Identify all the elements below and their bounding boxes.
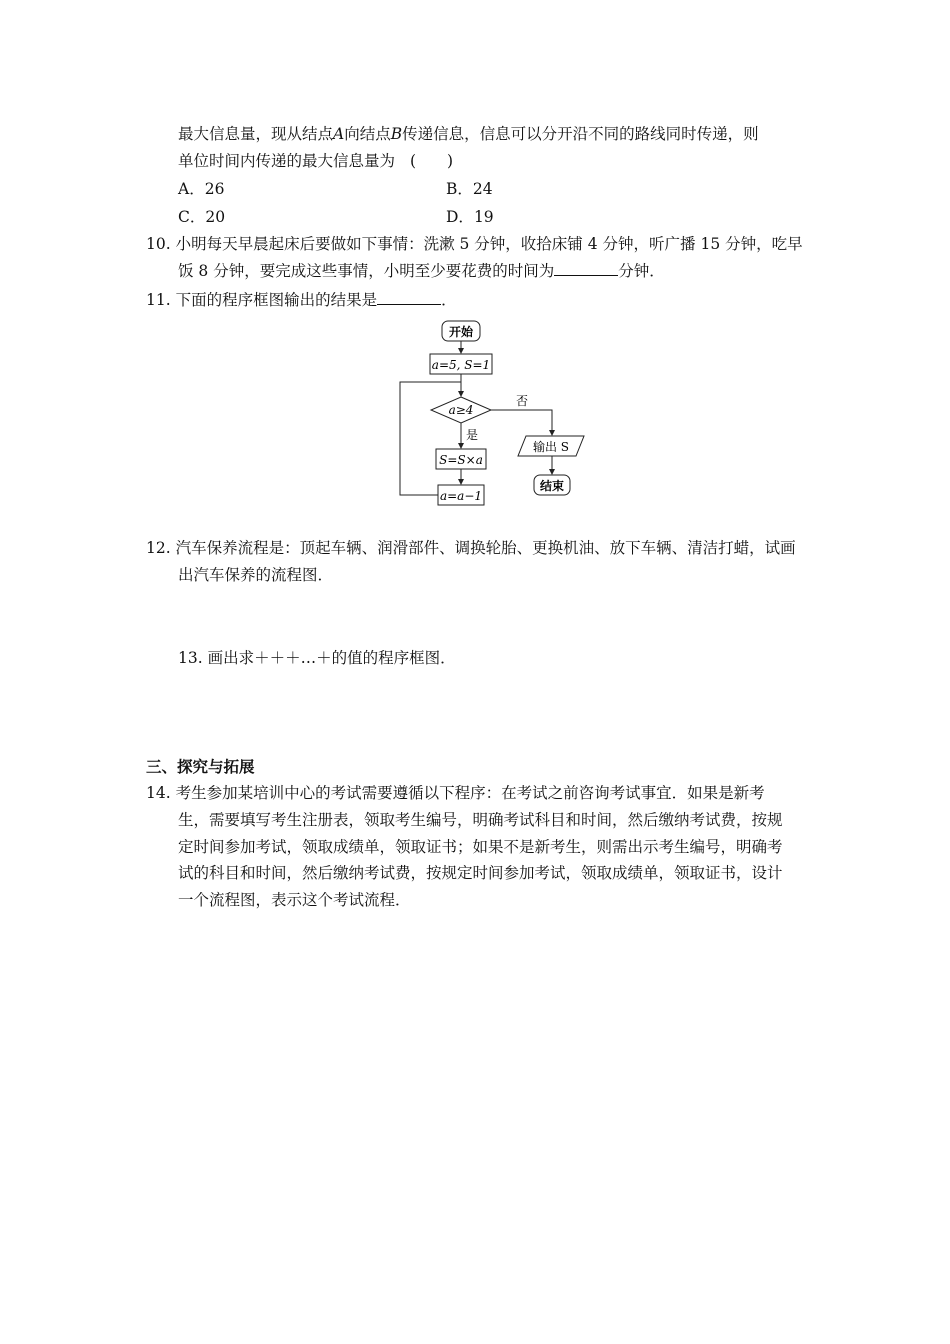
option-label: D． [446, 208, 474, 226]
q12-line-2 [178, 564, 333, 586]
option-value: 24 [472, 180, 493, 198]
q9-option-b [446, 178, 493, 200]
flow-yes-label: 是 [465, 428, 479, 442]
q10-text-1: 小明每天早晨起床后要做如下事情：洗漱 5 分钟，收拾床铺 4 分钟，听广播 15 分钟，吃早 [175, 235, 803, 253]
q11-line [146, 289, 457, 311]
q13-text: 画出求＋＋＋…＋的值的程序框图． [207, 649, 456, 667]
q9-text-a: 最大信息量，现从结点 [178, 125, 334, 143]
q14-number: 14. [146, 784, 171, 802]
q10-answer-blank [554, 261, 618, 276]
q9-option-c [178, 206, 225, 228]
q12-number: 12. [146, 539, 171, 557]
q10-number: 10. [146, 235, 171, 253]
q10-text-2: 饭 8 分钟，要完成这些事情，小明至少要花费的时间为 [178, 262, 555, 280]
flow-start-label: 开始 [448, 325, 474, 339]
q12-line-1 [146, 537, 796, 559]
flow-end-label: 结束 [539, 479, 565, 493]
q14-text-1: 考生参加某培训中心的考试需要遵循以下程序：在考试之前咨询考试事宜．如果是新考 [175, 784, 765, 802]
q9-answer-paren: ( ) [409, 152, 454, 170]
q11-text: 下面的程序框图输出的结果是 [175, 291, 378, 309]
q9-question-text: 单位时间内传递的最大信息量为 [178, 152, 396, 170]
q9-option-a [178, 178, 224, 200]
q10-line-1 [146, 233, 803, 255]
option-label: C． [178, 208, 206, 226]
flow-no-label: 否 [515, 394, 529, 408]
flow-loop-line [400, 382, 461, 495]
q9-text-c: 传递信息，信息可以分开沿不同的路线同时传递，则 [402, 125, 759, 143]
q14-line-4 [178, 862, 783, 884]
option-value: 20 [205, 208, 226, 226]
flow-output-label: 输出 S [532, 440, 570, 454]
q12-text-2: 出汽车保养的流程图． [178, 566, 334, 584]
q9-text-b: 向结点 [344, 125, 391, 143]
q11-number: 11. [146, 291, 171, 309]
q14-text-3: 定时间参加考试，领取成绩单，领取证书；如果不是新考生，则需出示考生编号，明确考 [178, 838, 783, 856]
flow-assign-label: S=S×a [439, 453, 483, 467]
q13-number: 13. [178, 649, 203, 667]
q14-text-4: 试的科目和时间，然后缴纳考试费，按规定时间参加考试，领取成绩单，领取证书，设计 [178, 864, 783, 882]
q9-line-2 [178, 150, 453, 172]
q14-line-2 [178, 809, 783, 831]
q9-node-a: A [333, 125, 345, 143]
q11-period: ． [441, 291, 457, 309]
q9-node-b: B [390, 125, 403, 143]
option-value: 19 [473, 208, 494, 226]
q14-line-5 [178, 889, 411, 911]
q10-line-2 [178, 260, 665, 282]
q11-answer-blank [377, 290, 441, 305]
flow-condition-label: a≥4 [448, 403, 474, 417]
q12-text-1: 汽车保养流程是：顶起车辆、润滑部件、调换轮胎、更换机油、放下车辆、清洁打蜡，试画 [175, 539, 796, 557]
q14-line-1 [146, 782, 765, 804]
q14-text-5: 一个流程图，表示这个考试流程． [178, 891, 411, 909]
q10-text-3: 分钟． [618, 262, 665, 280]
option-value: 26 [204, 180, 225, 198]
q9-option-d [446, 206, 494, 228]
section-title: 三、探究与拓展 [146, 758, 255, 776]
q14-text-2: 生，需要填写考生注册表，领取考生编号，明确考试科目和时间，然后缴纳考试费，按规 [178, 811, 783, 829]
q9-line-1 [178, 123, 759, 145]
option-label: B． [446, 180, 473, 198]
q13-line [178, 647, 456, 669]
q11-flowchart [390, 315, 600, 530]
flow-no-arrow [491, 410, 552, 435]
q14-line-3 [178, 836, 783, 858]
flow-decrement-label: a=a−1 [439, 489, 483, 503]
option-label: A． [178, 180, 205, 198]
flow-init-label: a=5, S=1 [431, 358, 491, 372]
